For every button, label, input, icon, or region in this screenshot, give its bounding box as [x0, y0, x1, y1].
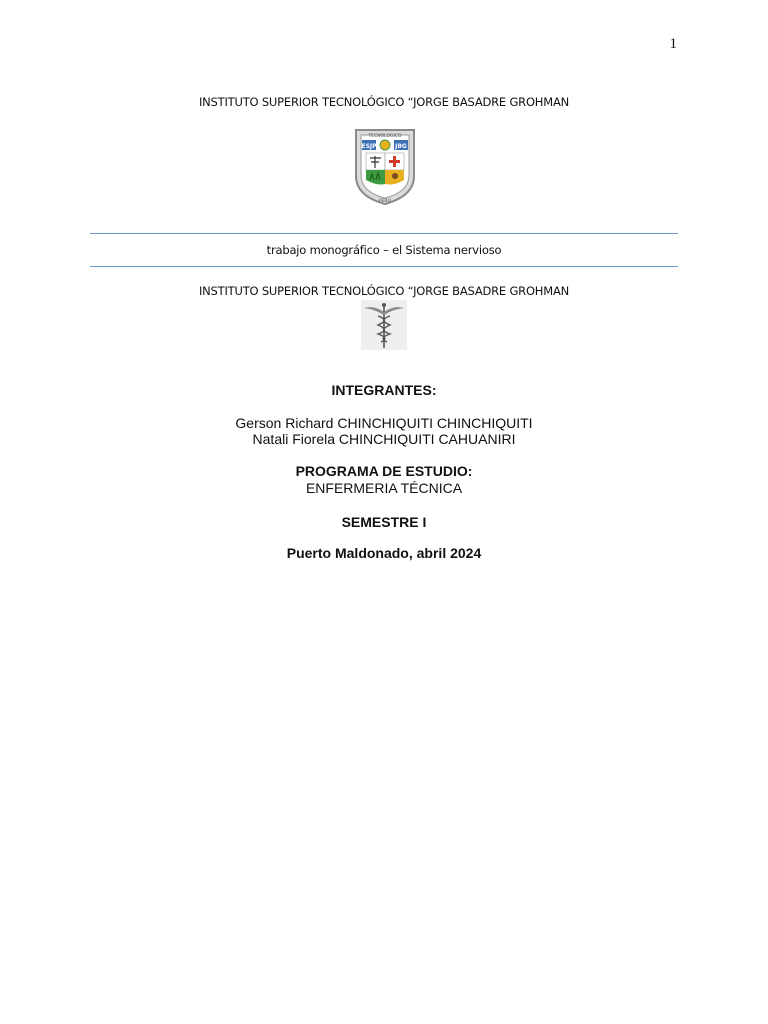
member-name: Gerson Richard CHINCHIQUITI CHINCHIQUITI [235, 415, 533, 431]
title-rule-top [90, 233, 678, 234]
place-date: Puerto Maldonado, abril 2024 [286, 545, 482, 561]
institution-header-repeat: INSTITUTO SUPERIOR TECNOLÓGICO “JORGE BASADRE GROHMAN [198, 284, 570, 298]
svg-text:TECNOLOGICO: TECNOLOGICO [368, 134, 402, 139]
institution-header: INSTITUTO SUPERIOR TECNOLÓGICO “JORGE BASADRE GROHMAN [198, 95, 570, 109]
svg-text:JBG: JBG [395, 143, 407, 150]
institute-crest-icon [352, 128, 418, 206]
integrantes-label: INTEGRANTES: [331, 382, 437, 398]
svg-text:PERU: PERU [379, 199, 391, 204]
caduceus-icon [361, 300, 407, 350]
title-rule-bottom [90, 266, 678, 267]
document-title: trabajo monográfico – el Sistema nervioso [266, 243, 502, 257]
programa-label: PROGRAMA DE ESTUDIO: [295, 463, 473, 479]
svg-text:ESJP: ESJP [361, 143, 377, 150]
semestre: SEMESTRE I [341, 514, 427, 530]
programa-value: ENFERMERIA TÉCNICA [305, 480, 463, 496]
member-name: Natali Fiorela CHINCHIQUITI CAHUANIRI [252, 431, 516, 447]
page-number: 1 [669, 36, 677, 52]
